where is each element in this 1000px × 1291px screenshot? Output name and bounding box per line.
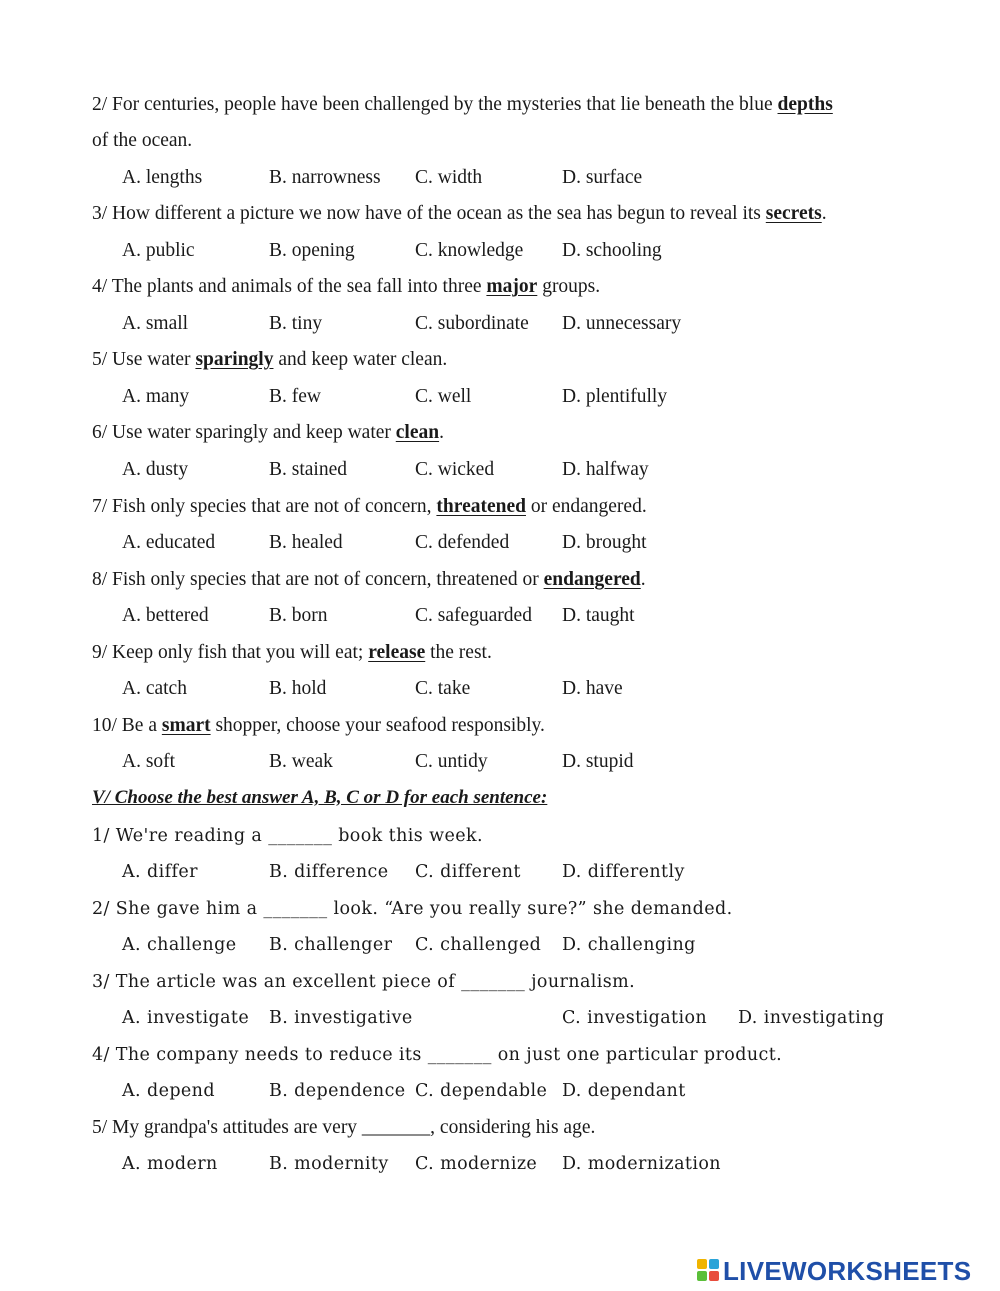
option-d[interactable]: D. have: [562, 678, 623, 699]
keyword: depths: [777, 94, 833, 115]
option-c[interactable]: C. dependable: [415, 1081, 548, 1101]
option-d[interactable]: D. halfway: [562, 459, 649, 480]
option-a[interactable]: A. small: [122, 313, 189, 334]
option-d[interactable]: D. unnecessary: [562, 313, 682, 334]
question-line: 3/ The article was an excellent piece of _______ journalism.: [92, 972, 636, 992]
keyword: secrets: [765, 203, 822, 224]
option-b[interactable]: B. hold: [269, 678, 327, 699]
option-c[interactable]: C. challenged: [415, 935, 542, 955]
question-line: 1/ We're reading a _______ book this week.: [92, 826, 483, 846]
option-c[interactable]: C. untidy: [415, 751, 488, 772]
question-line: 2/ For centuries, people have been challenged by the mysteries that lie beneath the blue depths: [92, 94, 833, 115]
option-c[interactable]: C. defended: [415, 532, 510, 553]
option-b[interactable]: B. few: [269, 386, 321, 407]
option-b[interactable]: B. investigative: [269, 1008, 413, 1028]
option-a[interactable]: A. challenge: [122, 935, 237, 955]
logo-square: [697, 1271, 707, 1281]
option-a[interactable]: A. bettered: [122, 605, 209, 626]
option-a[interactable]: A. investigate: [122, 1008, 250, 1028]
option-c[interactable]: C. take: [415, 678, 471, 699]
option-c[interactable]: C. investigation: [562, 1008, 708, 1028]
option-a[interactable]: A. educated: [122, 532, 216, 553]
question-line: 10/ Be a smart shopper, choose your seafood responsibly.: [92, 715, 545, 736]
option-b[interactable]: B. tiny: [269, 313, 323, 334]
option-c[interactable]: C. different: [415, 862, 521, 882]
option-b[interactable]: B. weak: [269, 751, 333, 772]
option-a[interactable]: A. public: [122, 240, 195, 261]
question-line: 6/ Use water sparingly and keep water clean.: [92, 422, 444, 443]
option-d[interactable]: D. surface: [562, 167, 643, 188]
option-d[interactable]: D. modernization: [562, 1154, 721, 1174]
option-b[interactable]: B. narrowness: [269, 167, 381, 188]
option-a[interactable]: A. modern: [122, 1154, 218, 1174]
option-c[interactable]: C. wicked: [415, 459, 495, 480]
option-a[interactable]: A. differ: [122, 862, 198, 882]
keyword: endangered: [543, 569, 641, 590]
question-line: 2/ She gave him a _______ look. “Are you really sure?” she demanded.: [92, 899, 733, 919]
question-line: 5/ My grandpa's attitudes are very _______, considering his age.: [92, 1117, 596, 1138]
keyword: smart: [161, 715, 211, 736]
option-a[interactable]: A. catch: [122, 678, 187, 699]
keyword: clean: [395, 422, 440, 443]
option-b[interactable]: B. difference: [269, 862, 389, 882]
question-line: 4/ The company needs to reduce its _______ on just one particular product.: [92, 1045, 783, 1065]
option-c[interactable]: C. well: [415, 386, 472, 407]
option-d[interactable]: D. taught: [562, 605, 635, 626]
keyword: major: [486, 276, 538, 297]
option-c[interactable]: C. knowledge: [415, 240, 524, 261]
keyword: release: [368, 642, 426, 663]
option-b[interactable]: B. opening: [269, 240, 355, 261]
option-d[interactable]: D. dependant: [562, 1081, 686, 1101]
liveworksheets-logo: [697, 1256, 971, 1286]
question-line: 9/ Keep only fish that you will eat; release the rest.: [92, 642, 492, 663]
keyword: threatened: [436, 496, 526, 517]
option-d[interactable]: D. challenging: [562, 935, 696, 955]
section-heading: V/ Choose the best answer A, B, C or D for each sentence:: [92, 787, 548, 808]
option-d[interactable]: D. brought: [562, 532, 647, 553]
question-line: 3/ How different a picture we now have of the ocean as the sea has begun to reveal its secrets.: [92, 203, 827, 224]
question-line: 5/ Use water sparingly and keep water clean.: [92, 349, 448, 370]
logo-text: LIVEWORKSHEETS: [723, 1255, 972, 1286]
option-d[interactable]: D. plentifully: [562, 386, 668, 407]
option-a[interactable]: A. soft: [122, 751, 176, 772]
option-d[interactable]: D. investigating: [738, 1008, 885, 1028]
logo-square: [709, 1259, 719, 1269]
option-c[interactable]: C. width: [415, 167, 483, 188]
option-b[interactable]: B. modernity: [269, 1154, 389, 1174]
keyword: sparingly: [195, 349, 274, 370]
option-d[interactable]: D. stupid: [562, 751, 634, 772]
question-line: 7/ Fish only species that are not of concern, threatened or endangered.: [92, 496, 647, 517]
question-continuation: of the ocean.: [92, 130, 193, 151]
option-a[interactable]: A. depend: [122, 1081, 215, 1101]
question-line: 4/ The plants and animals of the sea fall into three major groups.: [92, 276, 601, 297]
logo-square: [709, 1271, 719, 1281]
option-d[interactable]: D. differently: [562, 862, 685, 882]
option-a[interactable]: A. lengths: [122, 167, 203, 188]
option-b[interactable]: B. born: [269, 605, 328, 626]
option-b[interactable]: B. stained: [269, 459, 347, 480]
logo-square: [697, 1259, 707, 1269]
option-b[interactable]: B. dependence: [269, 1081, 406, 1101]
option-b[interactable]: B. challenger: [269, 935, 393, 955]
option-c[interactable]: C. modernize: [415, 1154, 538, 1174]
option-c[interactable]: C. safeguarded: [415, 605, 532, 626]
option-d[interactable]: D. schooling: [562, 240, 662, 261]
liveworksheets-logo-icon: [697, 1259, 721, 1283]
option-a[interactable]: A. dusty: [122, 459, 189, 480]
option-b[interactable]: B. healed: [269, 532, 343, 553]
question-line: 8/ Fish only species that are not of concern, threatened or endangered.: [92, 569, 646, 590]
option-c[interactable]: C. subordinate: [415, 313, 529, 334]
option-a[interactable]: A. many: [122, 386, 190, 407]
